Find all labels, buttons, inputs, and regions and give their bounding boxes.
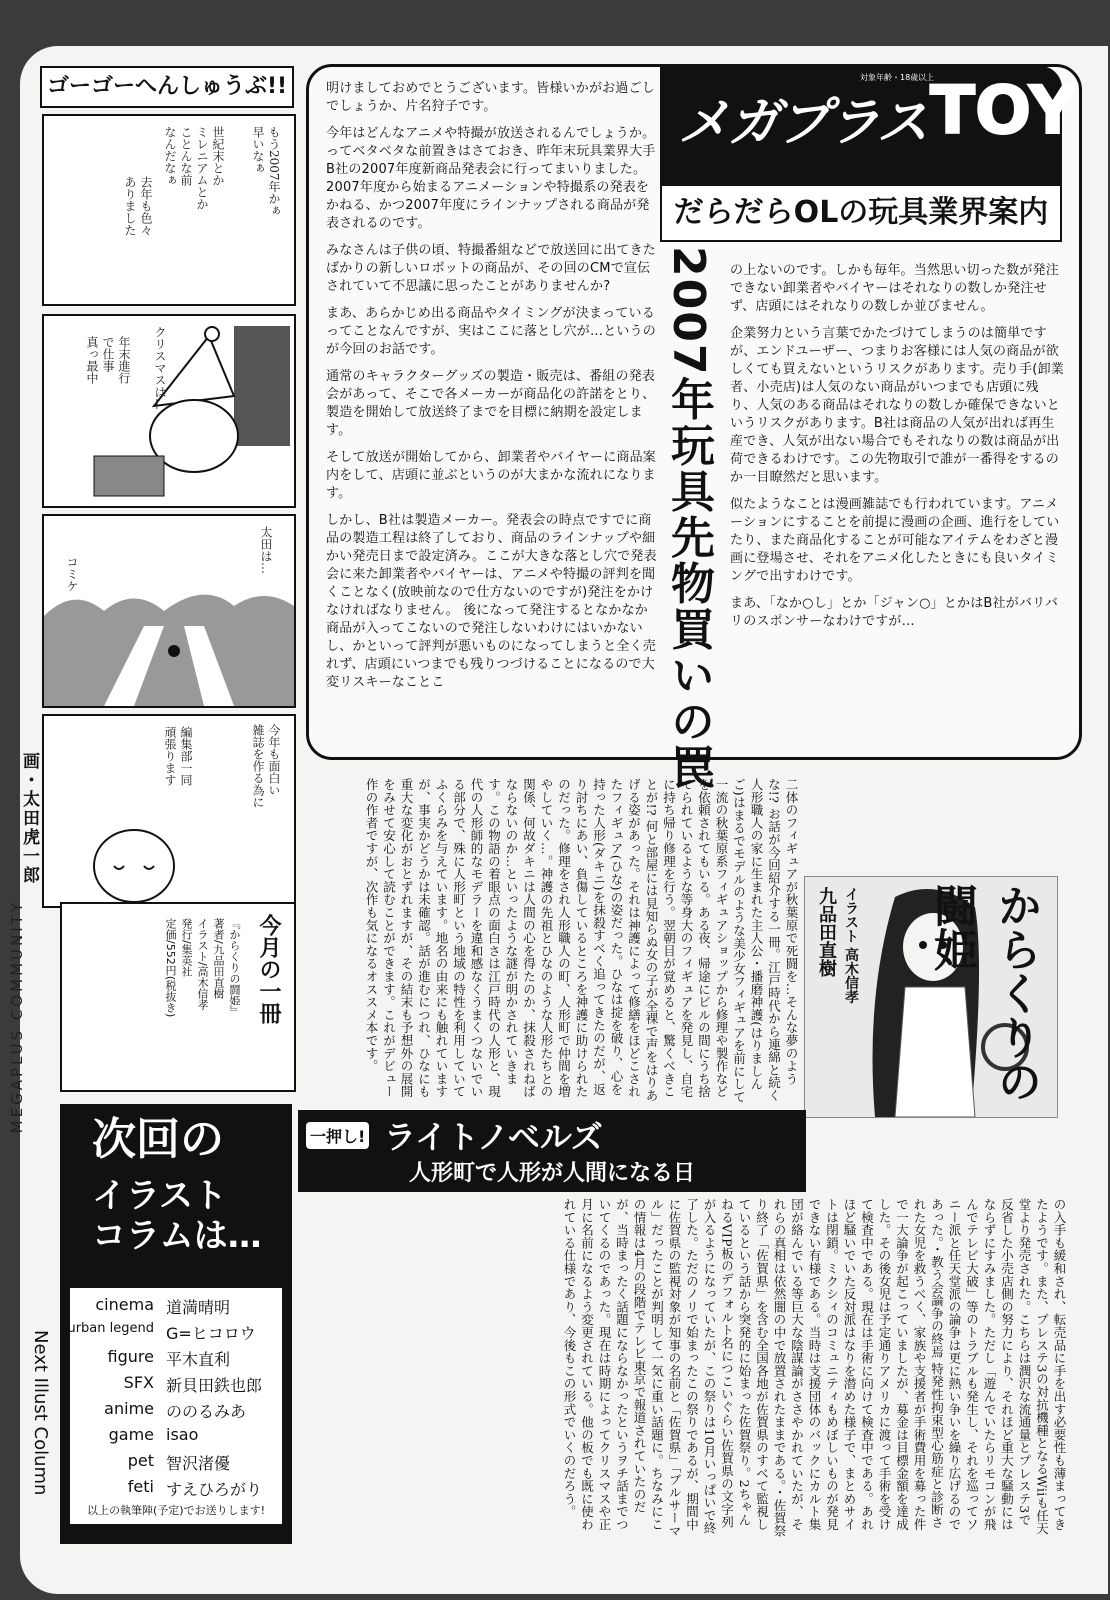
comic-panel-4 xyxy=(42,714,296,908)
comic-credit: 画・太田虎一郎 xyxy=(19,752,39,885)
article-column-right: の上ないのです。しかも毎年。当然思い切った数が発注できない卸業者やバイヤーはそれなりの数しか発注せず、店頭にはそれなりの数しか並びません。 企業努力という言葉でかたづけてしまうのは簡単ですが、エンドユーザー、つまりお客様には人気の商品が欲しくても買えないというリスクがあります。売り手(卸業者、小売店)は人気のない商品がいつまでも店頭に残り、人気のある商品はそれなりの数しか確保できないというリスクがあります。B社は商品の人気が出れば再生産でき、人気が出ない場合でもそれなりの数は商品が出荷できるわけです。この先物取引で誰が一番得をするのか一目瞭然だと思います。 似たようなことは漫画雑誌でも行われています。アニメーションにすることを前提に漫画の企画、進行をしていたり、また商品化することが可能なアイテムをわざと漫画に登場させ、それをアニメ化したときにも良いタイミングで出すわけです。 まあ、「なか○し」とか「ジャン○」とかはB社がバリバリのスポンサーなわけですが… xyxy=(730,263,1064,629)
book-cover-illustration xyxy=(804,876,1058,1118)
comic-bubble-3a: 太田は… xyxy=(259,526,273,574)
article-headline: 2007年玩具先物買いの罠 xyxy=(663,246,714,791)
comic-panel-1 xyxy=(42,114,296,306)
recommend-badge: 一押し! xyxy=(306,1122,369,1149)
cover-title: からくりの闘姫 xyxy=(926,883,1041,1103)
megaplus-toy-logo xyxy=(660,66,1077,242)
comic-bubble-3b: コミケ xyxy=(65,556,79,592)
cover-author: 九品田直樹 xyxy=(816,887,837,977)
roster-row: anime ののるみあ xyxy=(104,1399,247,1421)
roster-row: urban legend G=ヒコロウ xyxy=(67,1321,256,1343)
monthly-info: 『からくりの闘姫』 著者/九品田直樹 イラスト/高木信孝 発行/集英社 定価/552円(税抜き) xyxy=(164,918,241,1018)
monthly-title: 今月の一冊 xyxy=(256,914,281,1024)
roster-row: cinema 道満晴明 xyxy=(95,1295,231,1317)
roster-row: game isao xyxy=(108,1425,199,1444)
news-column-text: の入手も緩和され、転売品に手を出す必要性も薄まってきたようです。また、プレステ3の対抗機種となるWiiも任天堂より発売された。こちらは潤沢な流通量とプレステ3で反省した小売店側の努力により、それほど重大な騒動にはならずにすみました。ただし「遊んでいたらリモコンが飛んでテレビ大破」等のトラブルも発生し、それを巡ってソニー派と任天堂派の論争は更に熱い争いを繰り広げるのであった。・教う会論争の終焉 特発性拘束型心筋症と診断された女児を救うべく、家族や支援者が手術費用を募った件で一大論争が起こっていましたが、募金は目標金額を達成した。その後女児は予定通りアメリカに渡って手術を受けて検査中である。現在は手術に向けて検査中である。あれほど騒いでいた反対派はなりを潜めた様子で、まとめサイトは閉鎖。ミクシィのコミュニティもめぼしいものが発見できない有様である。当時は支援団体のバックにカルト集団が絡んでいる等巨大な陰謀論がささやかれていたが、それらの真相は依然闇の中で放置されたままである。・佐賀祭り終了「佐賀県」を含む全国各地が佐賀県のすべて監視しているという話から突発的に始まった佐賀祭り。2ちゃんねるVIP板のデフォルト名につこいぐらい佐賀県の文字列が入るようになっていたが、この祭りは10月いっぱいで終了した。ただのノリで始まったこの祭りであるが、期間中に佐賀県の監視対象が知事の名前と「佐賀県」「ブルサーマル」だったことが判明して一気に重い話題に。ちなみにこの情報は4月の段階でテレビ東京で報道されていたのだが、当時まったく話題にならなかったというヲチ話までついてくるのであった。現在は時期によってクリスマスや正月に名前になるよう変更されている。他の板でも既に使われている仕様であり、今後もこの形式でいくのだろう。 xyxy=(562,1198,1067,1538)
light-novel-banner xyxy=(298,1110,806,1192)
next-title-lines: イラスト コラムは… xyxy=(92,1176,262,1256)
article-column-left: 明けましておめでとうございます。皆様いかがお過ごしでしょうか、片名狩子です。 今年はどんなアニメや特撮が放送されるんでしょうか。ってベタベタな前置きはさておき、昨年末玩具業界大手B社の2007年度新商品発表会に行ってまいりました。2007年度から始まるアニメーションや特撮系の発表をかねる、かつ2007年度にラインナップされる商品が発表されるのです。 みなさんは子供の頃、特撮番組などで放送回に出てきたばかりの新しいロボットの商品が、その回のCMで宣伝されていて不思議に思ったことがありませんか? まあ、あらかじめ出る商品やタイミングが決まっているってことなんですが、実はここに落とし穴が…というのが今回のお話です。 通常のキャラクターグッズの製造・販売は、番組の発表会があって、そこで各メーカーが商品化の許諾をとり、製造を開始して放送終了までを目標に納期を設定します。 そして放送が開始してから、卸業者やバイヤーに商品案内をして、店頭に並ぶというのが大まかな流れになります。 しかし、B社は製造メーカー。発表会の時点ですでに商品の製造工程は終了しており、商品のラインナップや細かい発売日まで設定済み。ここが大きな落とし穴で発表会に来た卸業者やバイヤーは、アニメや特撮の評判を聞くことなく(放映前なので仕方ないのですが)発注をかけなければなりません。 後になって発注するとなかなか商品が入ってこないので発注しないわけにはいかないし、かといって評判が悪いものになってしまうと全く売れず、店頭にいつまでも残りつづけることになるので大変リスキーなことこ xyxy=(326,81,657,690)
comic-title: ゴーゴーへんしゅうぶ!! xyxy=(40,66,294,108)
cover-illustrator: イラスト 高木信孝 xyxy=(843,887,859,1004)
roster-row: pet 智沢渚優 xyxy=(127,1451,231,1473)
comic-panel-2 xyxy=(42,314,296,508)
comic-bubble-1a: もう2007年かぁ 早いなぁ xyxy=(251,126,281,217)
comic-bubble-4b: 編集部一同 頑張ります xyxy=(163,726,193,786)
monthly-book-box xyxy=(60,902,296,1092)
comic-bubble-2a: クリスマスは… xyxy=(153,326,167,410)
age-rating: 対象年齢・18歳以上 xyxy=(860,73,935,82)
roster-row: figure 平木直利 xyxy=(107,1347,231,1369)
street-scene-illustration xyxy=(44,516,294,706)
logo-toy: TOY xyxy=(930,72,1077,149)
side-label: MEGAPLUS COMMUNITY xyxy=(8,900,26,1134)
comic-bubble-4a: 今年も面白い 雑誌を作る為に xyxy=(251,724,281,808)
writer-roster xyxy=(67,1288,282,1524)
next-illust-vertical-label: Next Illust Column xyxy=(30,1330,51,1496)
comic-bubble-2b: 年末進行 で仕事 真っ最中 xyxy=(85,336,131,384)
light-novel-subtitle: 人形町で人形が人間になる日 xyxy=(408,1161,695,1186)
roster-row: SFX 新貝田鉄也郎 xyxy=(123,1373,263,1395)
comic-bubble-1b: 世紀末とか ミレニアムとか ことんな前 なんだなぁ xyxy=(163,126,225,210)
novel-review-text: 二体のフィギュアが秋葉原で死闘を…そんな夢のような!? お話が今回紹介する一冊。江戸時代から連綿と続く人形職人の家に生まれた主人公・播磨神護(はりましんご)はまるでモデルのような美少女フィギュアを前にして一流の秋葉原系フィギュアショップから修理や製作などを依頼されてもいる。ある夜、帰途にビルの間にうち捨てられているような等身大のフィギュアを発見し、自宅に持ち帰り修理を行う。翌朝目が覚めると、驚くべきことが!? 何と部屋には見知らぬ女の子が全裸で声をはりあげる姿があった。それは神護によって修繕をほどこされたフィギュア(ひな)の姿だった。ひなは掟を破り、心を持った人形(ダキニ)を抹殺すべく追ってきたのだが、返り討ちにあい、負傷しているところを神護に助けられたのだった。修理をされ人形職人の町、人形町で仲間を増やしていく…。神護の先祖とひなのような人形たちとの関係、何故ダキニは人間の心を得たのか、抹殺されねばならないのか…といったような謎が明かされていきます。この物語の着眼点の面白さは江戸時代の人形と、現代の人形師的なモデラーを違和感なくうまくつないでいる部分で、殊に人形町という地域の特性を利用していてふくらみを与えています。地名の由来にも触れていますが、事実かどうかは未確認。話が進むにつれ、ひなにも重大な変化がおとずれますが、その結末も予想外の展開をみせて安心して読むことができます。これがデビュー作の作者ですが、次作も気になるオススメ本です。 xyxy=(364,778,799,1104)
logo-megaplus: メガプラス xyxy=(678,93,927,153)
santa-hat-character-illustration xyxy=(44,316,294,506)
next-illust-column-box xyxy=(60,1104,292,1544)
comic-panel-3 xyxy=(42,514,296,708)
article-subtitle: だらだらOLの玩具業界案内 xyxy=(660,184,1062,242)
roster-row: feti すえひろがり xyxy=(127,1477,263,1499)
comic-bubble-1c: 去年も色々 ありました xyxy=(123,176,153,236)
roster-footer: 以上の執筆陣(予定)でお送りします! xyxy=(87,1504,265,1517)
light-novel-title: ライトノベルズ xyxy=(384,1118,603,1156)
next-title-line1: 次回の xyxy=(92,1114,224,1165)
